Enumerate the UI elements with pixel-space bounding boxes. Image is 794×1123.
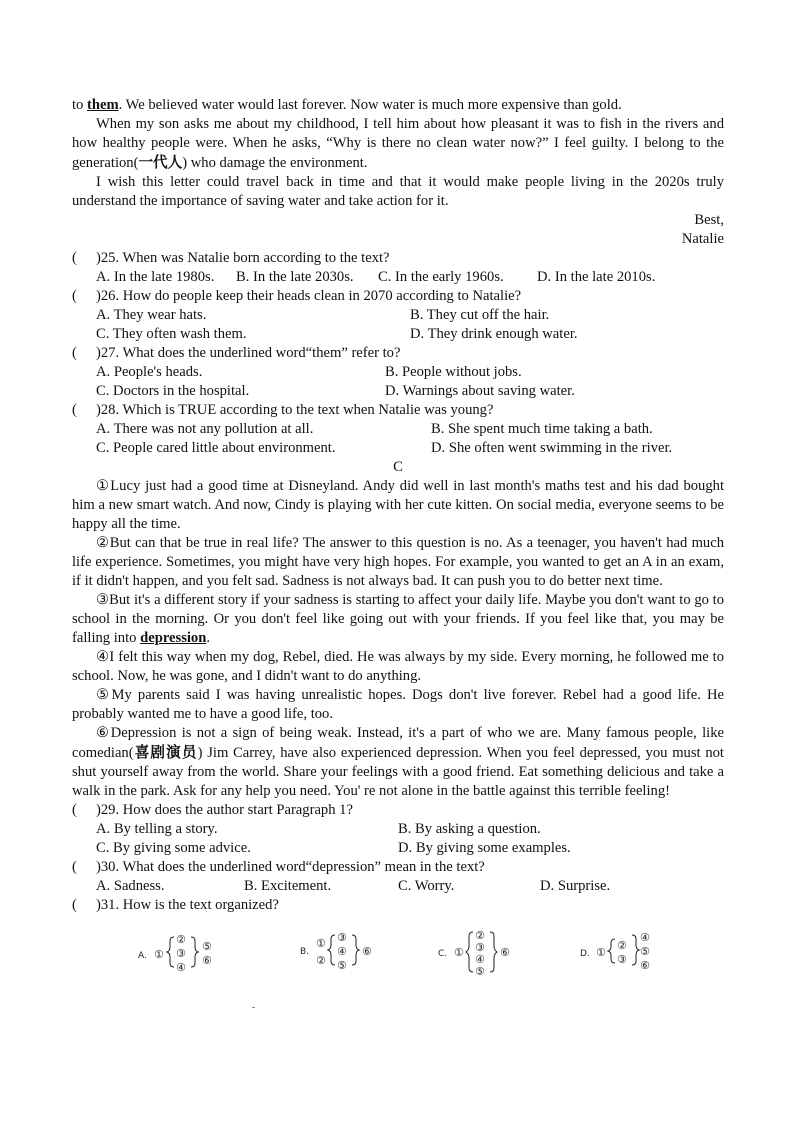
options-26-row1 (72, 306, 724, 325)
paragraph-num: ⑥ (362, 945, 372, 958)
option-b: B. In the late 2030s. (236, 269, 354, 285)
option-d: D. They drink enough water. (410, 326, 578, 342)
paragraph-num: ① (316, 937, 326, 950)
question-29 (72, 801, 724, 820)
paragraph-num: ③ (176, 947, 186, 960)
options-25 (72, 268, 724, 287)
option-b: B. She spent much time taking a bath. (431, 421, 653, 437)
passage-c-para1: ①Lucy just had a good time at Disneyland. Andy did well in last month's maths test and his dad bought him a new smart watch. And now, Cindy is playing with her cute kitten. On social media, everyone seems to be happy all the time. (72, 478, 724, 532)
paragraph-num: ② (617, 939, 627, 952)
underlined-word-them: them (87, 97, 119, 113)
question-27 (72, 344, 724, 363)
question-stem: )26. How do people keep their heads clean in 2070 according to Natalie? (96, 288, 522, 304)
options-28-row1 (72, 420, 724, 439)
right-brace (191, 937, 198, 967)
text: When my son asks me about my childhood, I tell him about how pleasant it was to fish in the rivers and how healthy people were. When he asks, “Why is there no clean water now?” I feel guilty. I belong to the generation( (72, 116, 724, 171)
options-29-row2 (72, 839, 724, 858)
chinese-gloss: 喜剧演员 (133, 744, 198, 761)
options-26-row2 (72, 325, 724, 344)
left-brace (608, 939, 615, 963)
passage-c-para2: ②But can that be true in real life? The answer to this question is no. As a teenager, you haven't had much life experience. Sometimes, you might have very high hopes. For example, you wanted to get an A in an exam, if it didn't happen, and you felt sad. Sadness is not always bad. It can push you to do better next time. (72, 535, 724, 589)
answer-bracket[interactable]: ( (72, 402, 77, 418)
structure-diagrams (72, 929, 724, 989)
underlined-word-depression: depression (140, 630, 207, 646)
paragraph-num: ① (454, 946, 464, 959)
option-a: A. Sadness. (96, 878, 165, 894)
left-brace (466, 932, 473, 972)
question-stem: )29. How does the author start Paragraph 1? (96, 802, 353, 818)
answer-bracket[interactable]: ( (72, 802, 77, 818)
option-c: C. By giving some advice. (96, 840, 251, 856)
option-a: A. They wear hats. (96, 307, 207, 323)
option-d: D. She often went swimming in the river. (431, 440, 673, 456)
option-c: C. Doctors in the hospital. (96, 383, 250, 399)
text: ) who damage the environment. (182, 155, 368, 171)
paragraph-num: ② (316, 954, 326, 967)
answer-bracket[interactable]: ( (72, 345, 77, 361)
question-stem: )30. What does the underlined word“depression” mean in the text? (96, 859, 485, 875)
option-label: D. (580, 949, 590, 959)
right-brace (490, 932, 497, 972)
passage-b-para2 (72, 115, 724, 173)
text: to (72, 97, 87, 113)
option-label: A. (138, 951, 147, 961)
passage-b-para3: I wish this letter could travel back in time and that it would make people living in the 2020s truly understand the importance of saving water and take action for it. (72, 174, 724, 209)
option-d: D. In the late 2010s. (537, 269, 656, 285)
paragraph-num: ② (475, 929, 485, 942)
options-28-row2 (72, 439, 724, 458)
question-25 (72, 249, 724, 268)
structure-option-c (436, 929, 526, 985)
letter-closing: Best, (694, 212, 724, 228)
question-stem: )27. What does the underlined word“them” refer to? (96, 345, 401, 361)
structure-option-d (578, 929, 668, 981)
option-a: A. In the late 1980s. (96, 269, 215, 285)
paragraph-num: ⑤ (640, 945, 650, 958)
paragraph-num: ② (176, 933, 186, 946)
options-27-row2 (72, 382, 724, 401)
text: ③But it's a different story if your sadness is starting to affect your daily life. Maybe you don't want to go to school in the morning. Or you don't feel like going out with your friends. If you feel like that, you may be falling into (72, 592, 724, 646)
question-31 (72, 896, 724, 915)
paragraph-num: ⑤ (337, 959, 347, 972)
option-a: A. There was not any pollution at all. (96, 421, 314, 437)
question-28 (72, 401, 724, 420)
passage-c-heading: C (393, 459, 403, 475)
question-stem: )31. How is the text organized? (96, 897, 279, 913)
paragraph-num: ⑥ (500, 946, 510, 959)
option-c: C. In the early 1960s. (378, 269, 504, 285)
structure-option-b (298, 929, 388, 977)
scan-speck (252, 1007, 255, 1008)
option-label: B. (300, 947, 310, 957)
paragraph-num: ⑤ (202, 940, 212, 953)
answer-bracket[interactable]: ( (72, 288, 77, 304)
paragraph-num: ④ (640, 931, 650, 944)
passage-c-para3 (72, 591, 724, 648)
option-d: D. Warnings about saving water. (385, 383, 575, 399)
paragraph-num: ③ (337, 931, 347, 944)
option-b: B. People without jobs. (385, 364, 522, 380)
text: . We believed water would last forever. Now water is much more expensive than gold. (118, 97, 622, 113)
answer-bracket[interactable]: ( (72, 859, 77, 875)
option-b: B. By asking a question. (398, 821, 541, 837)
option-a: A. People's heads. (96, 364, 203, 380)
letter-signature: Natalie (681, 231, 724, 247)
paragraph-num: ③ (475, 941, 485, 954)
left-brace (167, 937, 174, 967)
text: . (206, 630, 210, 646)
option-c: C. They often wash them. (96, 326, 247, 342)
option-d: D. Surprise. (540, 878, 611, 894)
paragraph-num: ⑥ (640, 959, 650, 972)
structure-option-a (136, 929, 236, 977)
chinese-gloss: 一代人 (138, 154, 183, 171)
passage-c-para4: ④I felt this way when my dog, Rebel, died. He was always by my side. Every morning, he followed me to school. Now, he was gone, and I didn't want to do anything. (72, 649, 724, 684)
text: ⑥Depression is not a sign of being weak. Instead, it's a part of who we are. Many famous people, like comedian( (72, 725, 724, 761)
paragraph-num: ⑥ (202, 954, 212, 967)
paragraph-num: ④ (176, 961, 186, 974)
paragraph-num: ④ (475, 953, 485, 966)
text: ) Jim Carrey, have also experienced depression. When you feel depressed, you must not shut yourself away from the world. Share your feelings with a good friend. Eat something delicious and take a walk in the park. Ask for any help you need. You' re not alone in the battle against this terrible feeling! (72, 745, 724, 799)
question-stem: )25. When was Natalie born according to the text? (96, 250, 390, 266)
answer-bracket[interactable]: ( (72, 897, 77, 913)
options-29-row1 (72, 820, 724, 839)
options-30 (72, 877, 724, 896)
option-label: C. (438, 949, 448, 959)
answer-bracket[interactable]: ( (72, 250, 77, 266)
passage-c-para6 (72, 724, 724, 801)
option-b: B. Excitement. (244, 878, 332, 894)
paragraph-num: ① (154, 948, 164, 961)
passage-c-para5: ⑤My parents said I was having unrealistic hopes. Dogs don't live forever. Rebel had a good life. He probably wanted me to have a good life, too. (72, 687, 724, 722)
option-d: D. By giving some examples. (398, 840, 571, 856)
option-c: C. People cared little about environment. (96, 440, 336, 456)
option-c: C. Worry. (398, 878, 455, 894)
question-26 (72, 287, 724, 306)
right-brace (352, 935, 359, 965)
question-stem: )28. Which is TRUE according to the text when Natalie was young? (96, 402, 494, 418)
paragraph-num: ⑤ (475, 965, 485, 978)
question-30 (72, 858, 724, 877)
paragraph-num: ④ (337, 945, 347, 958)
option-b: B. They cut off the hair. (410, 307, 550, 323)
paragraph-num: ① (596, 946, 606, 959)
right-brace (632, 935, 639, 965)
options-27-row1 (72, 363, 724, 382)
exam-page (72, 96, 724, 989)
passage-b-line1 (72, 96, 724, 115)
left-brace (328, 935, 335, 965)
paragraph-num: ③ (617, 953, 627, 966)
option-a: A. By telling a story. (96, 821, 218, 837)
